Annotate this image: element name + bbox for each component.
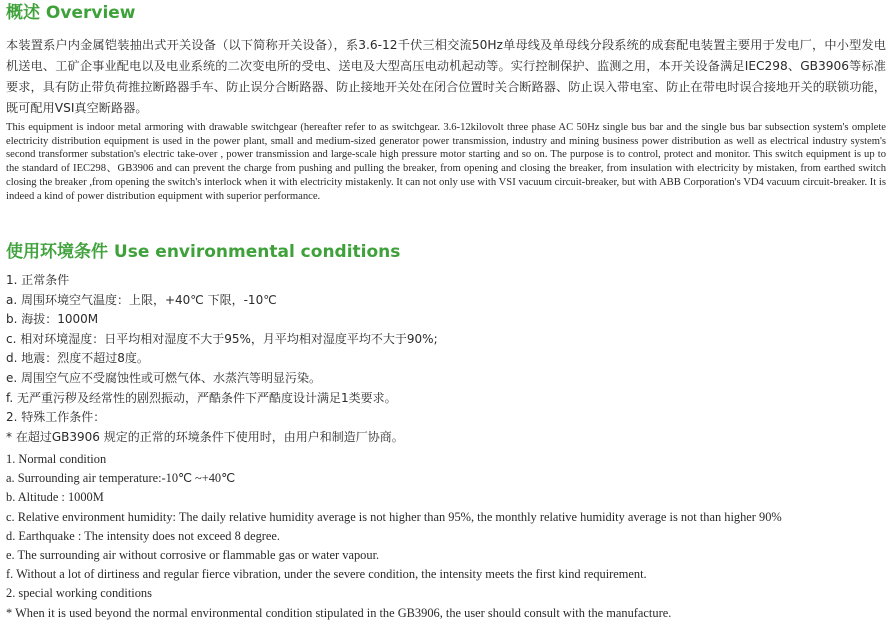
condition-item-en: b. Altitude : 1000M [6,490,104,505]
condition-item-en: f. Without a lot of dirtiness and regular fierce vibration, under the severe condition, the intensity meets the first kind requirement. [6,567,647,582]
condition-item-cn: d. 地震：烈度不超过8度。 [6,351,149,366]
condition-item-en: d. Earthquake : The intensity does not exceed 8 degree. [6,528,280,543]
condition-item-cn: e. 周围空气应不受腐蚀性或可燃气体、水蒸汽等明显污染。 [6,370,322,385]
overview-paragraph-cn: 本装置系户内金属铠装抽出式开关设备（以下简称开关设备），系3.6-12千伏三相交流50Hz单母线及单母线分段系统的成套配电装置主要用于发电厂，中小型发电机送电、工矿企事业配电以及电业系统的二次变电所的受电、送电及大型高压电动机起动等。实行控制保护、监测之用，本开关设备满足IEC298、GB3906等标准要求，具有防止带负荷推拉断路器手车、防止误分合断路器、防止接地开关处在闭合位置时关合断路器、防止误入带电室、防止在带电时误合接地开关的联锁功能，既可配用VSI真空断路器。 [6,38,886,115]
condition-item-en: e. The surrounding air without corrosive or flammable gas or water vapour. [6,548,380,563]
condition-item-en: 2. special working conditions [6,586,152,601]
overview-paragraph-en: This equipment is indoor metal armoring with drawable switchgear (hereafter refer to as switchgear. 3.6-12kilovolt three phase AC 50Hz single bus bar and the single bus bar subsection system's omplete electricity distribution equipment is used in the power plant, small and medium-sized generator power transmission, industry and mining business power distribution as well as electrical industry system's second transformer substation's electric take-over , power transmission and large-scale high pressure motor starting and so on. The purpose is to control, protect and monitor. This switch equipment is up to the standard of IEC298、GB3906 and can prevent the charge from pushing and pulling the breaker, from opening and closing the breaker, from insulation with electricity by mistaken, from earthed switch closing the breaker ,from opening the switch's interlock when it with electricity mistakenly. It can not only use with VSI vacuum circuit-breaker, but with ABB Corporation's VD4 vacuum circuit-breaker. It is indeed a kind of power distribution equipment with superior performance. [6,122,886,202]
condition-item-cn: 1. 正常条件 [6,273,70,287]
condition-item-cn: 2. 特殊工作条件： [6,410,106,425]
condition-item-cn: b. 海拔：1000M [6,312,99,327]
environment-heading: 使用环境条件 Use environmental conditions [6,242,401,262]
condition-item-en: * When it is used beyond the normal environmental condition stipulated in the GB3906, the user should consult with the manufacture. [6,605,672,620]
condition-item-en: c. Relative environment humidity: The daily relative humidity average is not higher than 95%, the monthly relative humidity average is not than higher 90% [6,509,782,524]
condition-item-cn: a. 周围环境空气温度：上限，+40℃ 下限，-10℃ [6,292,277,307]
condition-item-en: 1. Normal condition [6,452,107,466]
conditions-list-en [6,450,886,623]
condition-item-cn: c. 相对环境湿度：日平均相对湿度不大于95%，月平均相对湿度平均不大于90%; [6,331,438,346]
conditions-list-cn [6,271,886,447]
condition-item-cn: * 在超过GB3906 规定的正常的环境条件下使用时，由用户和制造厂协商。 [6,429,404,444]
condition-item-cn: f. 无严重污秽及经常性的剧烈振动，严酷条件下严酷度设计满足1类要求。 [6,390,397,405]
condition-item-en: a. Surrounding air temperature:-10℃ ~+40℃ [6,471,236,486]
overview-heading: 概述 Overview [6,3,136,23]
